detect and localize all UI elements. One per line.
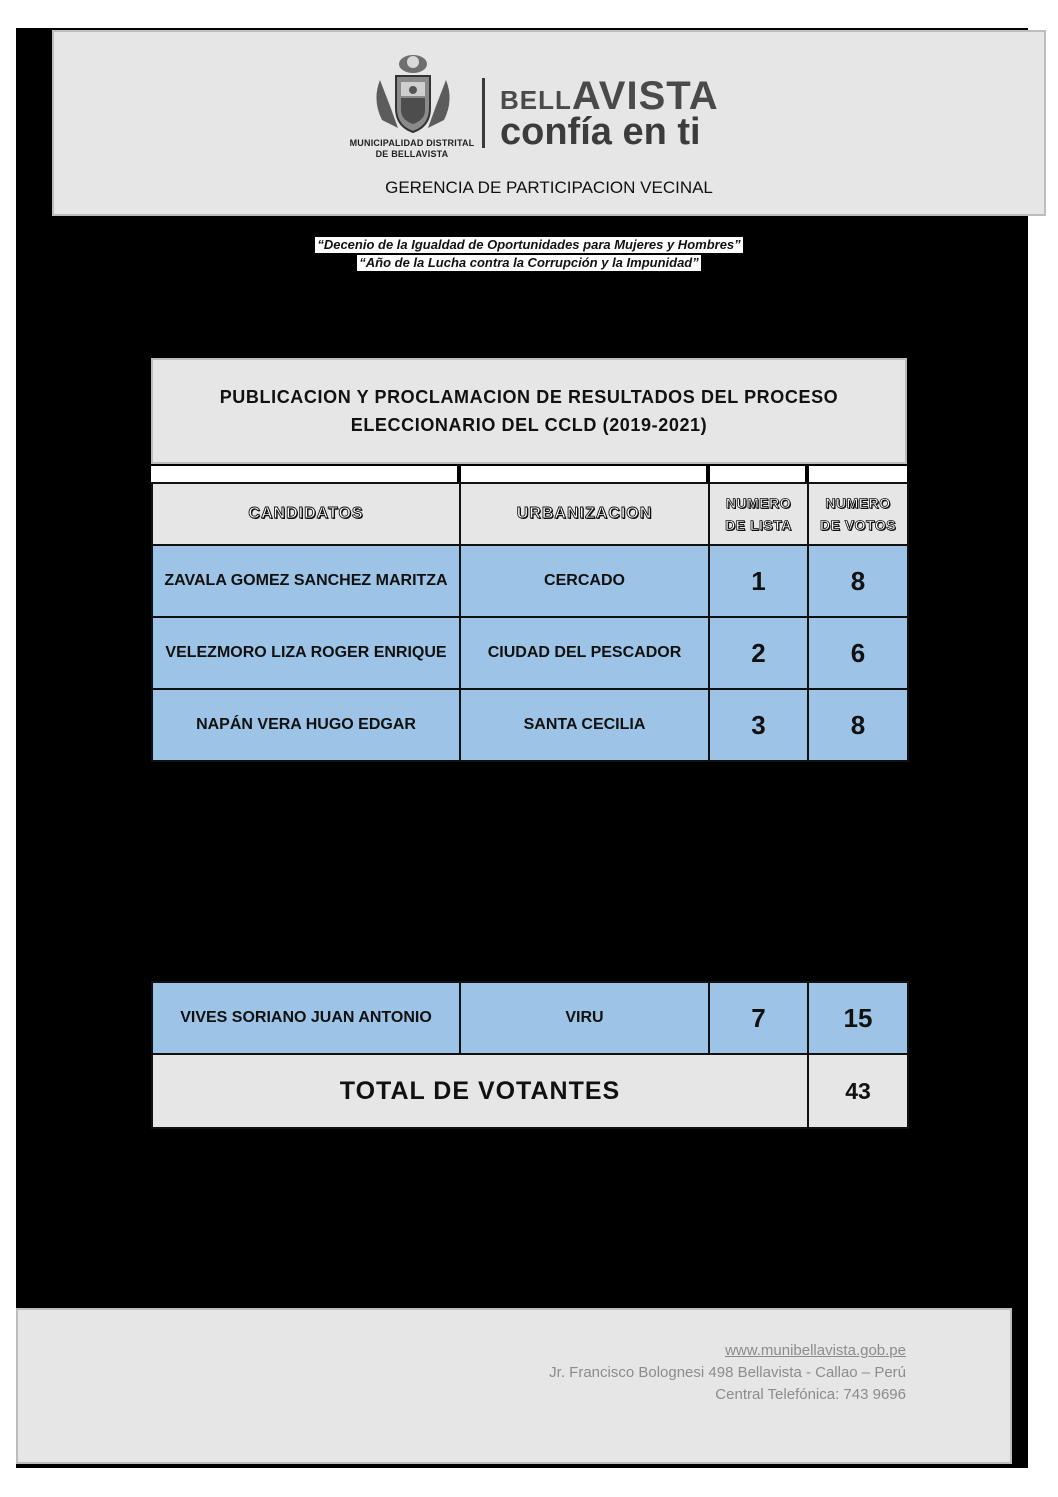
- footer: [16, 1308, 1012, 1464]
- header-numero-lista-line1: NUMERO: [725, 495, 792, 511]
- logo-divider: [482, 78, 485, 148]
- separator-strip: [151, 466, 457, 482]
- header-banner: [52, 30, 1046, 216]
- brand-name-bell: BELL: [500, 85, 572, 115]
- municipal-crest-icon: [368, 50, 458, 136]
- candidate-name: ZAVALA GOMEZ SANCHEZ MARITZA: [152, 545, 460, 617]
- candidate-name: VELEZMORO LIZA ROGER ENRIQUE: [152, 617, 460, 689]
- footer-address: Jr. Francisco Bolognesi 498 Bellavista - Callao – Perú: [549, 1364, 906, 1381]
- candidate-name: VIVES SORIANO JUAN ANTONIO: [152, 982, 460, 1054]
- header-numero-lista-line2: DE LISTA: [725, 517, 792, 533]
- header-numero-votos-line1: NUMERO: [825, 495, 891, 511]
- candidate-name: NAPÁN VERA HUGO EDGAR: [152, 689, 460, 761]
- results-table: [151, 482, 909, 762]
- table-row: [152, 617, 908, 689]
- separator-strip: [809, 466, 907, 482]
- header-numero-lista: [709, 483, 808, 545]
- brand-tagline: confía en ti: [500, 111, 701, 153]
- brand-name-avista: AVISTA: [571, 74, 719, 118]
- footer-phone: Central Telefónica: 743 9696: [715, 1386, 906, 1403]
- list-number: 1: [709, 545, 808, 617]
- table-row: [152, 982, 908, 1054]
- vote-count: 8: [808, 689, 908, 761]
- header-candidatos: CANDIDATOS: [152, 483, 460, 545]
- website-link[interactable]: www.munibellavista.gob.pe: [725, 1342, 906, 1359]
- official-slogans: [0, 236, 1058, 272]
- header-numero-votos-line2: DE VOTOS: [819, 517, 897, 533]
- slogan-decade: “Decenio de la Igualdad de Oportunidades para Mujeres y Hombres”: [317, 237, 741, 252]
- total-label: TOTAL DE VOTANTES: [152, 1054, 808, 1128]
- separator-strip: [461, 466, 706, 482]
- table-row: [152, 545, 908, 617]
- vote-count: 8: [808, 545, 908, 617]
- separator-strip: [710, 466, 805, 482]
- list-number: 3: [709, 689, 808, 761]
- results-title-box: [151, 358, 907, 464]
- table-row: [152, 689, 908, 761]
- list-number: 7: [709, 982, 808, 1054]
- total-value: 43: [808, 1054, 908, 1128]
- candidate-urbanizacion: CIUDAD DEL PESCADOR: [460, 617, 709, 689]
- vote-count: 15: [808, 982, 908, 1054]
- results-title-line1: PUBLICACION Y PROCLAMACION DE RESULTADOS DEL PROCESO: [219, 387, 839, 407]
- table-header-row: [152, 483, 908, 545]
- candidate-urbanizacion: CERCADO: [460, 545, 709, 617]
- footer-contact: [549, 1340, 906, 1406]
- header-urbanizacion: URBANIZACION: [460, 483, 709, 545]
- results-table-continued: [151, 981, 909, 1129]
- vote-count: 6: [808, 617, 908, 689]
- candidate-urbanizacion: VIRU: [460, 982, 709, 1054]
- municipality-caption-line2: DE BELLAVISTA: [375, 149, 449, 159]
- municipality-caption: [342, 138, 482, 160]
- slogan-year: “Año de la Lucha contra la Corrupción y la Impunidad”: [359, 255, 699, 270]
- header-numero-votos: [808, 483, 908, 545]
- department-name: GERENCIA DE PARTICIPACION VECINAL: [385, 178, 713, 197]
- total-row: [152, 1054, 908, 1128]
- municipality-caption-line1: MUNICIPALIDAD DISTRITAL: [349, 138, 475, 148]
- results-title-line2: ELECCIONARIO DEL CCLD (2019-2021): [350, 415, 708, 435]
- list-number: 2: [709, 617, 808, 689]
- candidate-urbanizacion: SANTA CECILIA: [460, 689, 709, 761]
